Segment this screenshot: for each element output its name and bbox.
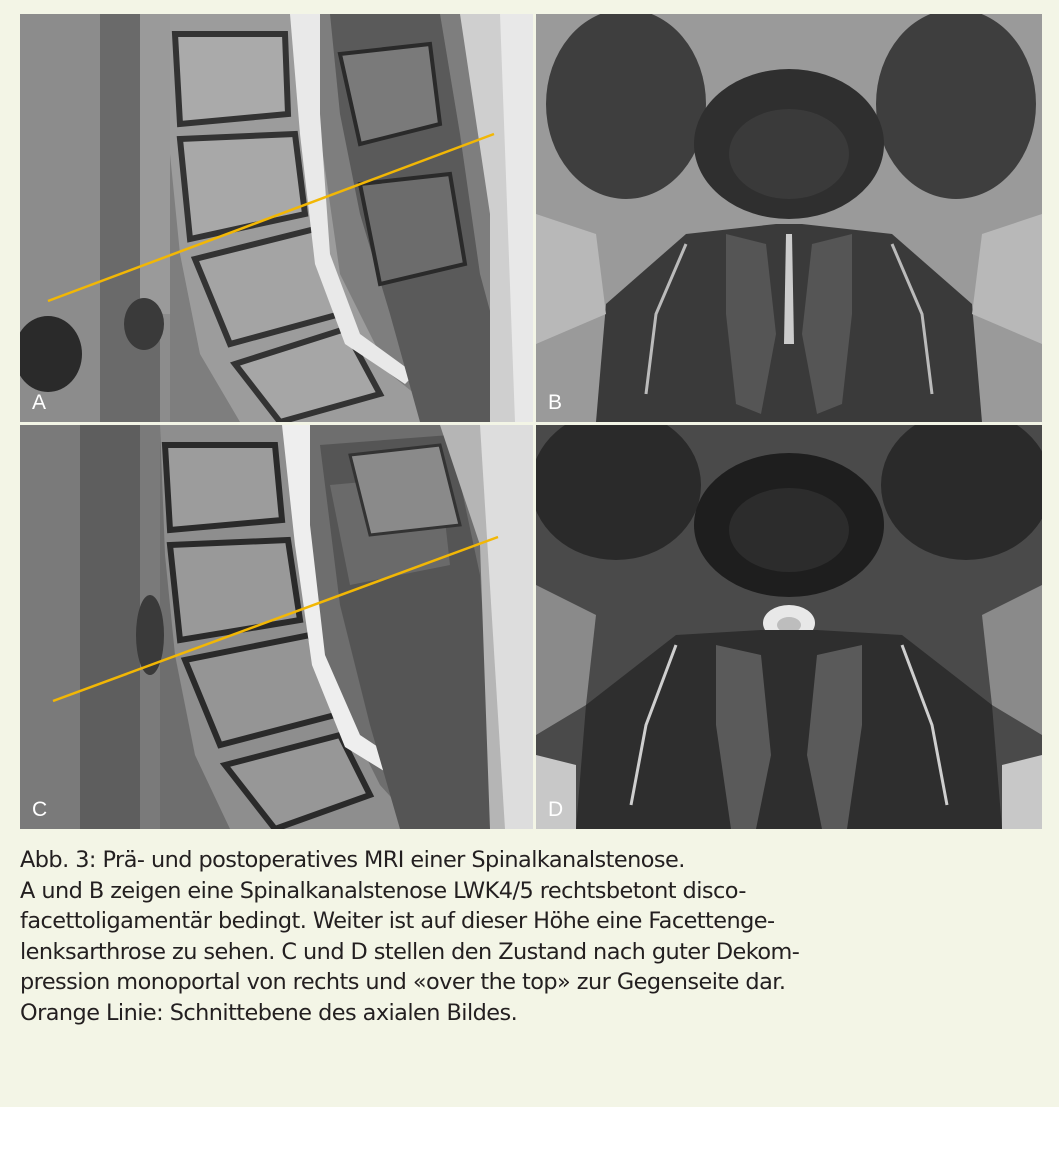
panel-label-a: A (32, 391, 47, 414)
caption-line-2: A und B zeigen eine Spinalkanalstenose LWK4/5 rechtsbetont disco- (20, 877, 746, 904)
sagittal-mri-image-c (20, 425, 533, 829)
mri-panel-c (20, 425, 533, 829)
panel-label-c: C (32, 798, 48, 821)
caption-line-4: lenksarthrose zu sehen. C und D stellen den Zustand nach guter Dekom- (20, 938, 800, 965)
mri-panel-d (536, 425, 1042, 829)
panel-label-d: D (548, 798, 564, 821)
axial-mri-image-b (536, 14, 1042, 422)
mri-panel-b (536, 14, 1042, 422)
caption-line-1: Abb. 3: Prä- und postoperatives MRI einer Spinalkanalstenose. (20, 847, 685, 873)
axial-mri-image-d (536, 425, 1042, 829)
caption-line-5: pression monoportal von rechts und «over the top» zur Gegenseite dar. (20, 969, 786, 995)
sagittal-mri-image-a (20, 14, 533, 422)
panel-label-b: B (548, 391, 563, 414)
caption-line-6: Orange Linie: Schnittebene des axialen Bildes. (20, 999, 518, 1026)
mri-panel-a (20, 14, 533, 422)
caption-line-3: facettoligamentär bedingt. Weiter ist auf dieser Höhe eine Facettenge- (20, 908, 775, 934)
figure-caption (20, 845, 1040, 1028)
